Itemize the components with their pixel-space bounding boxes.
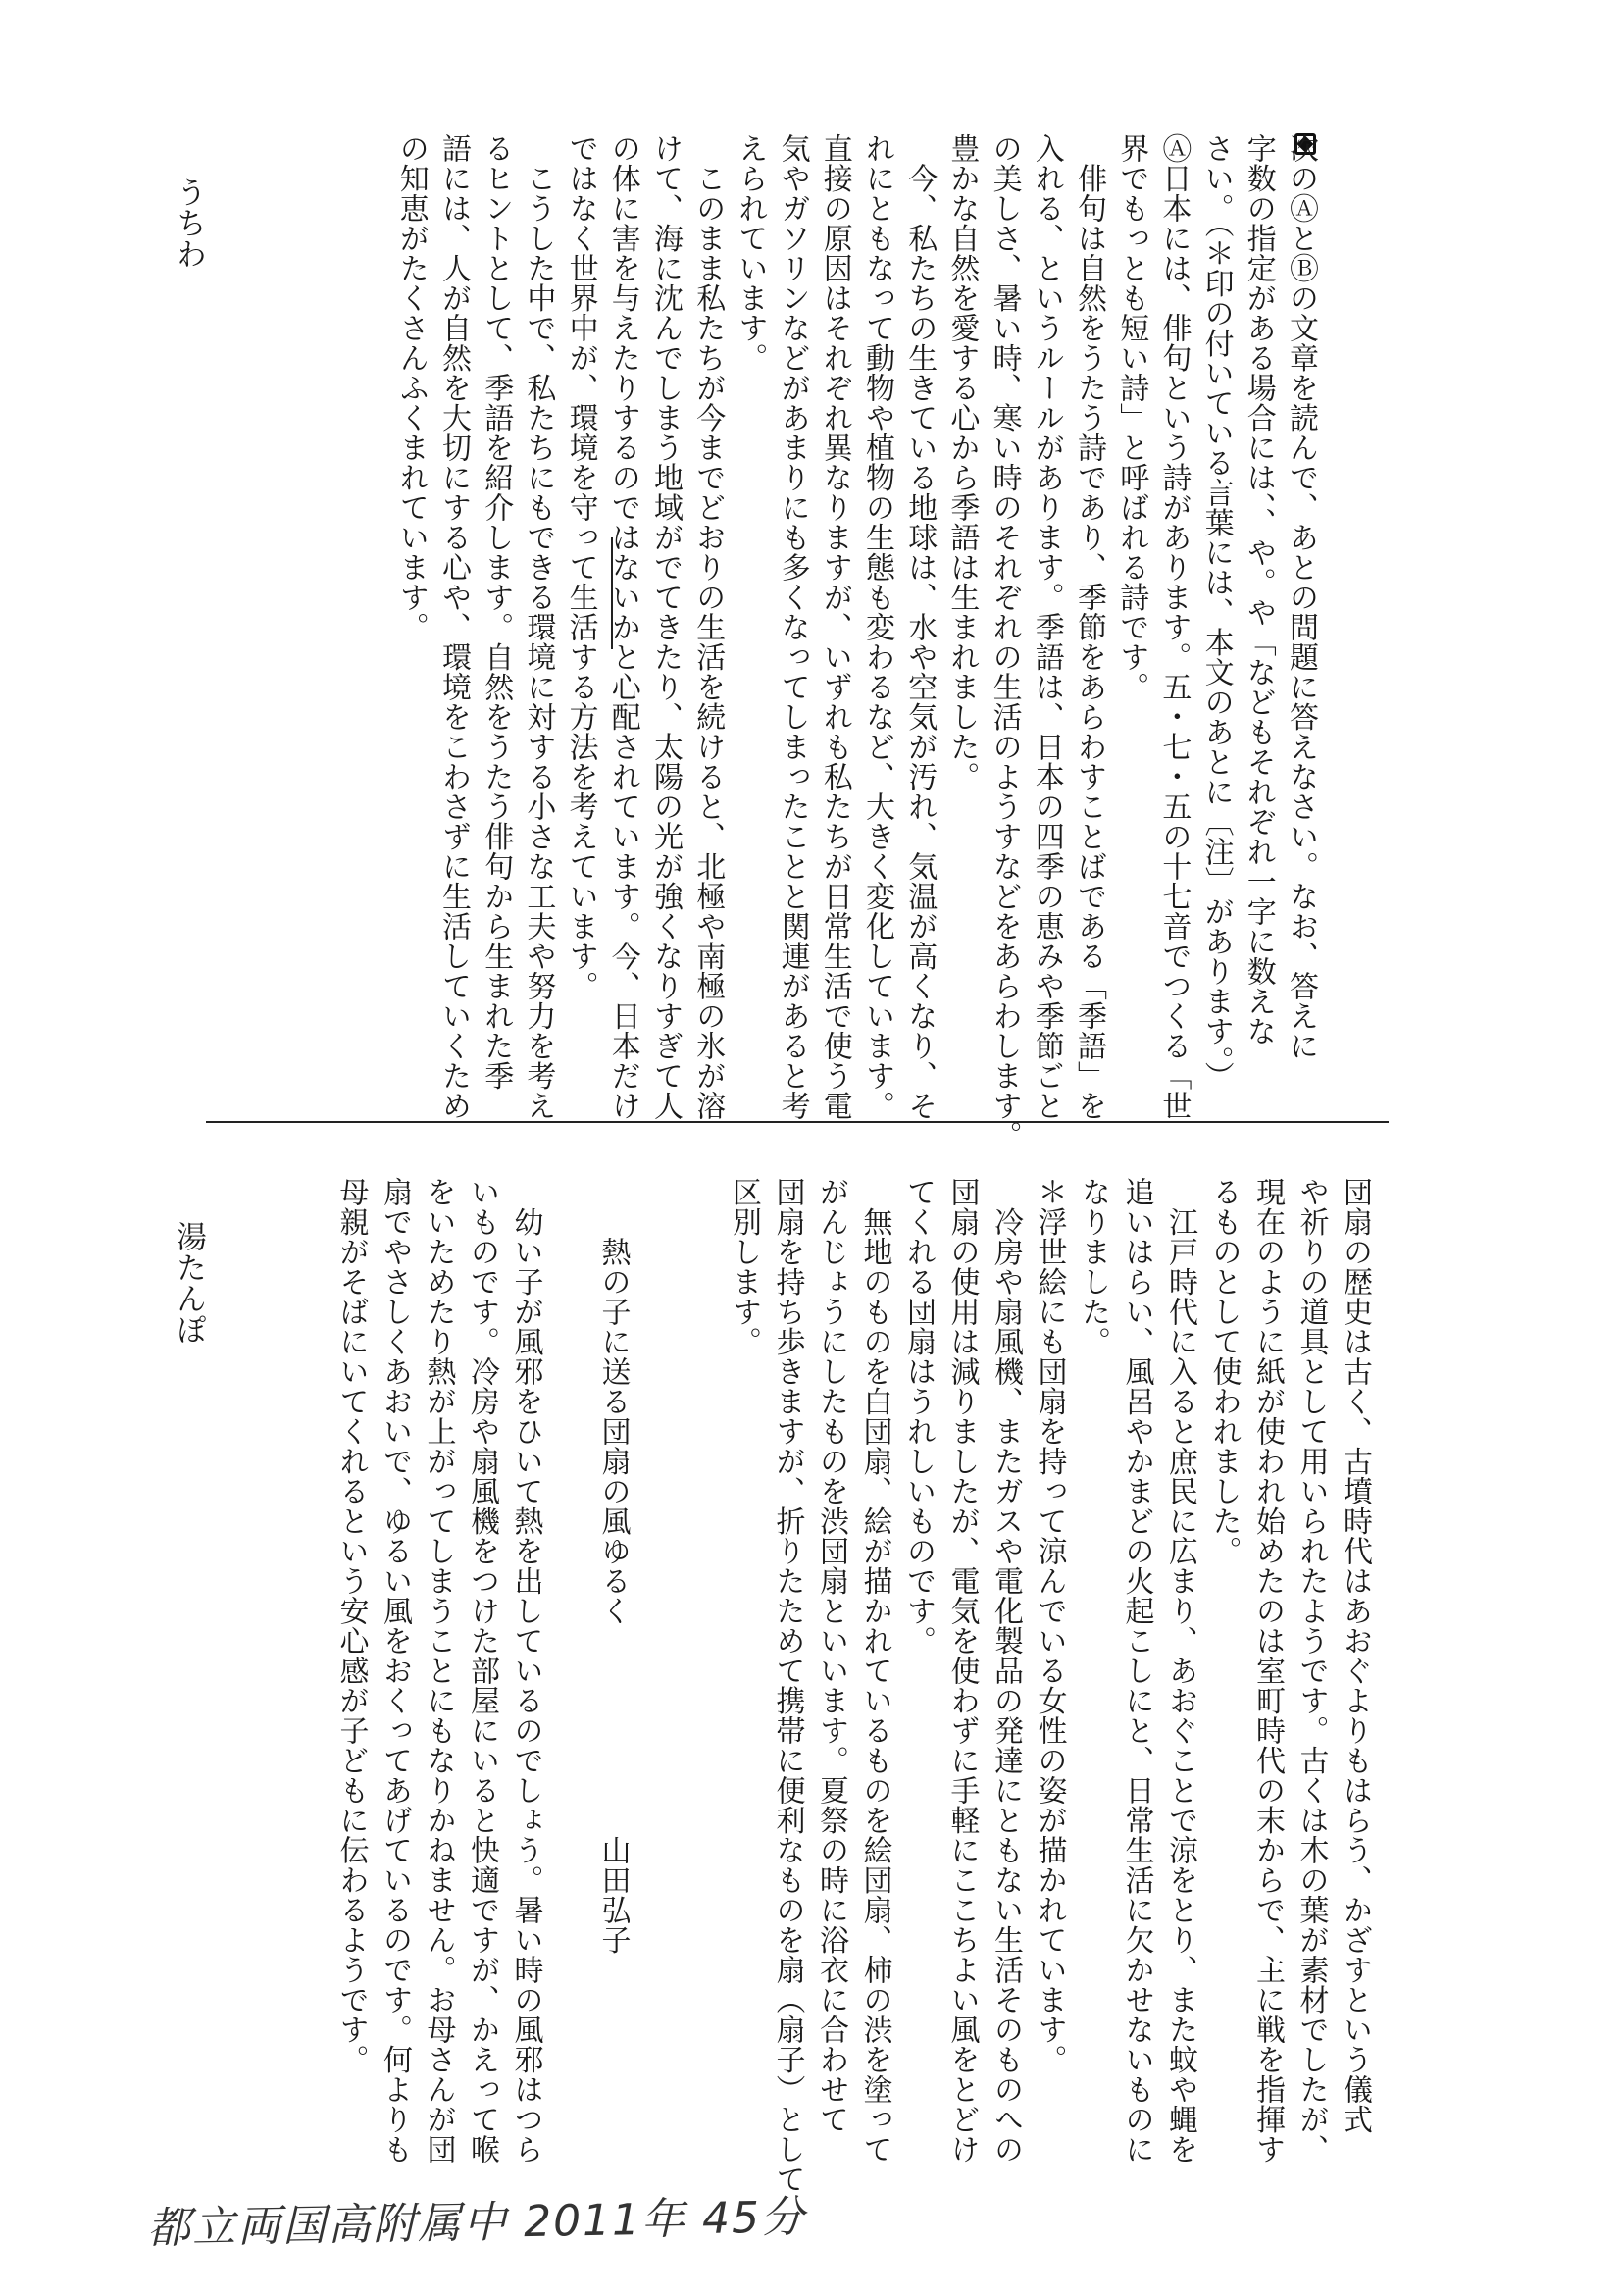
passage-a-line: 直接の原因はそれぞれ異なりますが、いずれも私たちが日常生活で使う電 (817, 133, 852, 1121)
passage-b-line: 冷房や扇風機、またガスや電化製品の発達にともない生活そのものへの (989, 1177, 1023, 2165)
handwritten-note: 都立両国高附属中 2011年 45分 (146, 2192, 807, 2254)
instruction-line: 次のⒶとⒷの文章を読んで、あとの問題に答えなさい。なお、答えに (1284, 133, 1318, 1061)
instruction-line: さい。（＊印の付いている言葉には、本文のあとに〔注〕があります。） (1198, 133, 1234, 1092)
passage-a-line: Ⓐ日本には、俳句という詩があります。五・七・五の十七音でつくる「世 (1156, 133, 1192, 1121)
passage-b-line: てくれる団扇はうれしいものです。 (901, 1177, 936, 1656)
passage-b-line: や祈りの道具として用いられたようです。古くは木の葉が素材でしたが、 (1294, 1177, 1329, 2165)
passage-b-line: 無地のものを白団扇、絵が描かれているものを絵団扇、柿の渋を塗って (857, 1177, 892, 2165)
passage-a-line: るヒントとして、季語を紹介します。自然をうたう俳句から生まれた季 (479, 133, 514, 1091)
passage-b-line: いものです。冷房や扇風機をつけた部屋にいると快適ですが、かえって喉 (465, 1177, 499, 2165)
passage-a-line: 俳句は自然をうたう詩であり、季節をあらわすことばである「季語」を (1072, 133, 1106, 1121)
passage-a-line: 界でもっとも短い詩」と呼ばれる詩です。 (1114, 133, 1149, 702)
heading-uchiwa: うちわ (171, 177, 206, 270)
passage-b-line: 団扇の使用は減りましたが、電気を使わずに手軽にここちよい風をとどけ (944, 1177, 980, 2165)
passage-b-line: 区別します。 (727, 1177, 761, 1356)
passage-a-line: れにともなって動物や植物の生態も変わるなど、大きく変化しています。 (860, 133, 894, 1121)
section-divider (206, 1121, 1389, 1123)
passage-a-line: 豊かな自然を愛する心から季語は生まれました。 (944, 133, 980, 791)
instruction-line: 字数の指定がある場合には、、や。や「などもそれぞれ一字に数えな (1241, 133, 1276, 1046)
passage-b-line: 熱の子に送る団扇の風ゆるく 山田弘子 (595, 1177, 631, 1955)
passage-a-line: の体に害を与えたりするのではないかと心配されています。今、日本だけ (605, 133, 640, 1121)
passage-a-line: の知恵がたくさんふくまれています。 (393, 133, 429, 642)
passage-b-line: 団扇を持ち歩きますが、折りたためて携帯に便利なものを扇（扇子）として (770, 1177, 805, 2194)
passage-b-line: ＊浮世絵にも団扇を持って涼んでいる女性の姿が描かれています。 (1032, 1177, 1067, 2074)
heading-yutanpo: 湯たんぽ (171, 1221, 206, 1345)
passage-a-line: の美しさ、暑い時、寒い時のそれぞれの生活のようすなどをあらわします。 (987, 133, 1022, 1150)
passage-a-line: 語には、人が自然を大切にする心や、環境をこわさずに生活していくため (436, 133, 471, 1121)
passage-a-line: 気やガソリンなどがあまりにも多くなってしまったことと関連があると考 (775, 133, 810, 1121)
passage-b-line: なりました。 (1076, 1177, 1110, 1356)
passage-b-line: 現在のように紙が使われ始めたのは室町時代の末からで、主に戦を指揮す (1250, 1177, 1285, 2165)
passage-a-line: 今、私たちの生きている地球は、水や空気が汚れ、気温が高くなり、そ (902, 133, 938, 1121)
passage-b-line: 江戸時代に入ると庶民に広まり、あおぐことで涼をとり、また蚊や蝿を (1163, 1177, 1197, 2165)
passage-a-line: えられています。 (733, 133, 768, 373)
passage-b-line: がんじょうにしたものを渋団扇といいます。夏祭の時に浴衣に合わせて (814, 1177, 848, 2134)
passage-b-line: 母親がそばにいてくれるという安心感が子どもに伝わるようです。 (333, 1177, 369, 2074)
passage-a-line: けて、海に沈んでしまう地域がでてきたり、太陽の光が強くなりすぎて人 (648, 133, 683, 1121)
passage-a-line: 入れる、というルールがあります。季語は、日本の四季の恵みや季節ごと (1029, 133, 1064, 1121)
passage-b-line: 扇でやさしくあおいで、ゆるい風をおくってあげているのです。何よりも (378, 1177, 412, 2165)
passage-a-line: こうした中で、私たちにもできる環境に対する小さな工夫や努力を考え (521, 133, 556, 1121)
passage-a-line: このまま私たちが今までどおりの生活を続けると、北極や南極の氷が溶 (690, 133, 726, 1121)
passage-b-line: 団扇の歴史は古く、古墳時代はあおぐよりもはらう、かざすという儀式 (1338, 1177, 1372, 2134)
passage-a-line: ではなく世界中が、環境を守って生活する方法を考えています。 (563, 133, 598, 1001)
passage-b-line: をいためたり熱が上がってしまうことにもなりかねません。お母さんが団 (421, 1177, 456, 2165)
passage-b-line: 幼い子が風邪をひいて熱を出しているのでしょう。暑い時の風邪はつら (508, 1177, 543, 2165)
passage-b-line: るものとして使われました。 (1206, 1177, 1242, 1566)
passage-b-line: 追いはらい、風呂やかまどの火起こしにと、日常生活に欠かせないものに (1119, 1177, 1154, 2165)
